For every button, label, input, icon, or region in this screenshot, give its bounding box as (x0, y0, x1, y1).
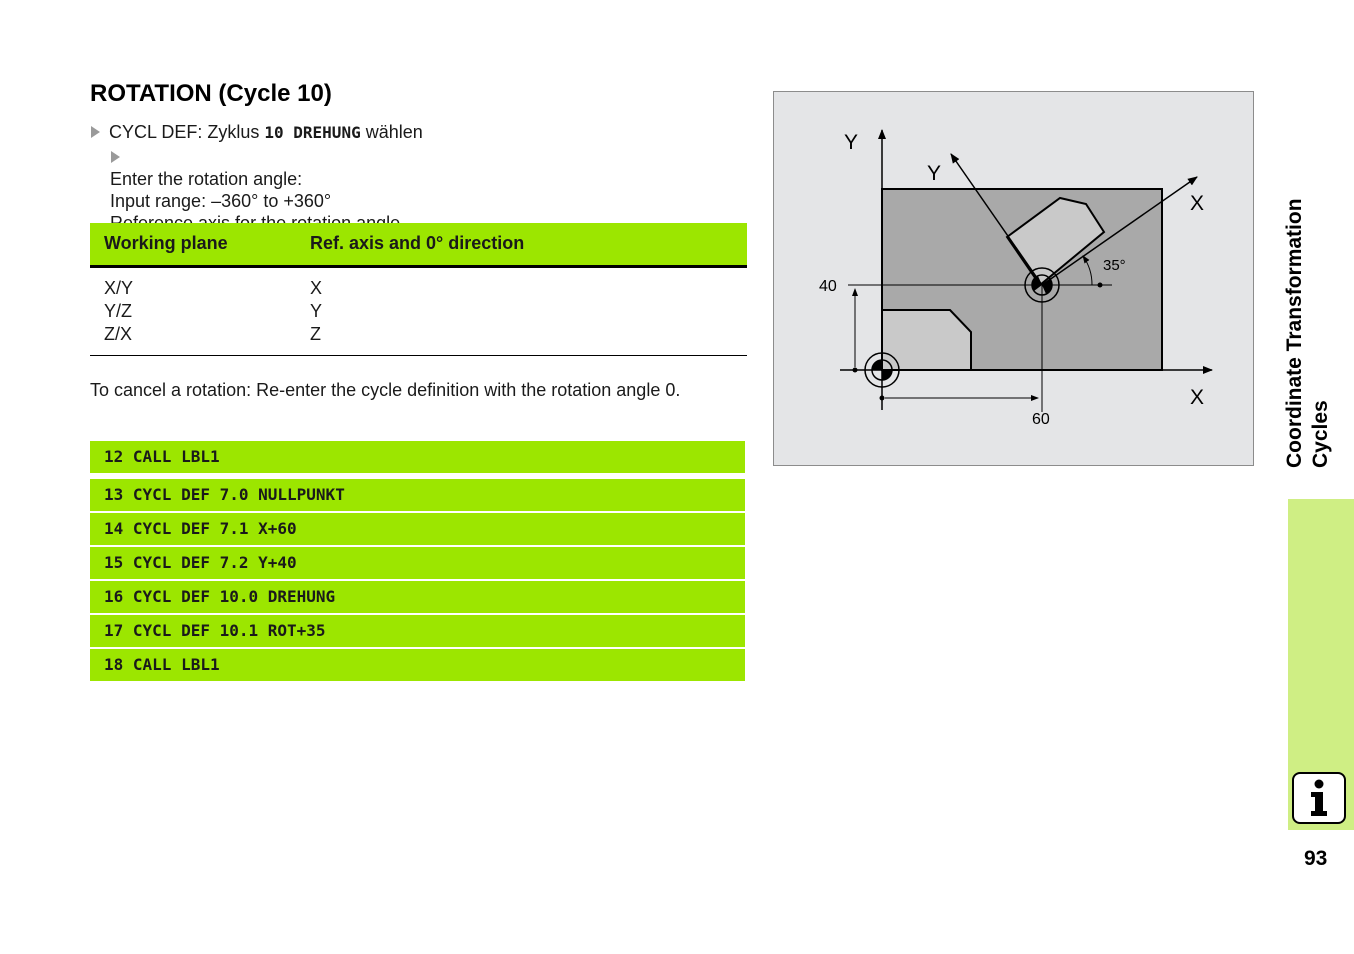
step1-prefix: CYCL DEF: Zyklus (109, 122, 260, 142)
table-cell-axis: Y (310, 301, 323, 321)
page-number: 93 (1304, 847, 1328, 870)
table-cell-plane: Z/X (104, 324, 133, 344)
label-dim-60: 60 (1032, 411, 1050, 428)
code-line: 12 CALL LBL1 (90, 441, 745, 473)
info-icon (1292, 772, 1346, 824)
table-header (90, 223, 747, 268)
code-line: 13 CYCL DEF 7.0 NULLPUNKT (90, 479, 745, 511)
step2-line: Input range: –360° to +360° (110, 191, 332, 211)
table-cell-axis: X (310, 278, 323, 298)
code-line: 18 CALL LBL1 (90, 649, 745, 681)
code-line: 17 CYCL DEF 10.1 ROT+35 (90, 615, 745, 647)
rotation-diagram (773, 91, 1254, 466)
chapter-title (1282, 134, 1338, 468)
label-y-main: Y (844, 131, 859, 154)
working-plane-table (90, 223, 747, 356)
step1-code: 10 DREHUNG (264, 123, 361, 142)
table-body (90, 268, 747, 356)
label-x-rotated: X (1190, 192, 1205, 215)
chapter-title-line2: Cycles (1309, 400, 1332, 468)
table-cell-axis: Z (310, 324, 321, 344)
chapter-title-line1: Coordinate Transformation (1283, 198, 1306, 468)
step2-line: Enter the rotation angle: (110, 169, 303, 189)
bullet-arrow-icon (91, 126, 100, 138)
label-y-rotated: Y (927, 162, 942, 185)
code-line: 16 CYCL DEF 10.0 DREHUNG (90, 581, 745, 613)
label-x-main: X (1190, 386, 1205, 409)
step-enter-angle (110, 146, 400, 234)
step-select-cycle (90, 121, 423, 144)
code-line: 15 CYCL DEF 7.2 Y+40 (90, 547, 745, 579)
cancel-rotation-text: To cancel a rotation: Re-enter the cycle definition with the rotation angle 0. (90, 380, 681, 400)
label-angle: 35° (1103, 257, 1126, 274)
bullet-arrow-icon (111, 151, 120, 163)
header-working-plane: Working plane (104, 233, 228, 253)
page-title: ROTATION (Cycle 10) (90, 80, 332, 107)
code-line: 14 CYCL DEF 7.1 X+60 (90, 513, 745, 545)
step1-suffix: wählen (365, 122, 423, 142)
label-dim-40: 40 (819, 278, 837, 295)
header-ref-axis: Ref. axis and 0° direction (310, 233, 525, 253)
table-cell-plane: Y/Z (104, 301, 133, 321)
contour-original (882, 310, 971, 370)
table-cell-plane: X/Y (104, 278, 134, 298)
